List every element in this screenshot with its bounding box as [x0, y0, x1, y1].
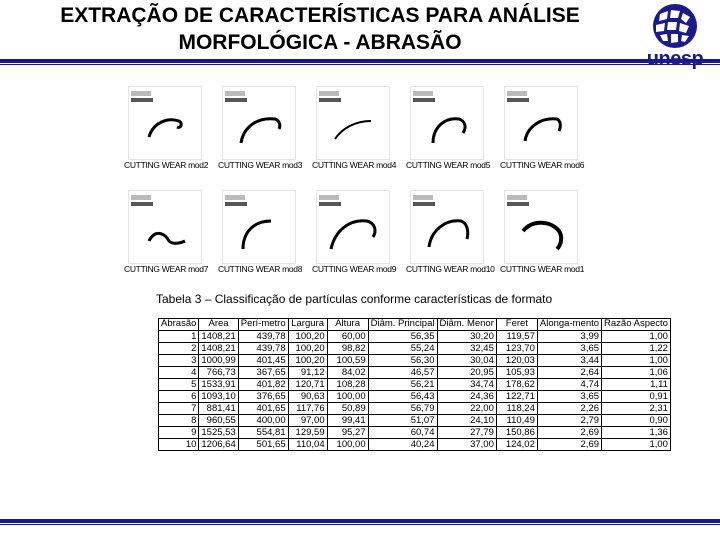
particle-image [410, 86, 484, 160]
table-cell: 439,78 [238, 331, 288, 343]
column-header: Feret [496, 319, 537, 331]
table-cell: 51,07 [368, 415, 437, 427]
particle-image [504, 190, 578, 264]
table-cell: 4 [159, 367, 199, 379]
table-cell: 1,22 [602, 343, 671, 355]
table-cell: 1525,53 [199, 427, 238, 439]
table-cell: 100,20 [288, 343, 327, 355]
table-cell: 1,11 [602, 379, 671, 391]
table-cell: 46,57 [368, 367, 437, 379]
table-cell: 1,00 [602, 331, 671, 343]
particle-image [128, 86, 202, 160]
table-cell: 439,78 [238, 343, 288, 355]
thumbnail-card [406, 86, 498, 182]
thumbnail-caption: CUTTING WEAR mod4 [312, 160, 397, 170]
table-cell: 99,41 [327, 415, 368, 427]
column-header: Diâm. Menor [437, 319, 496, 331]
table-header-row [159, 319, 671, 331]
particle-image [316, 86, 390, 160]
table-cell: 1,00 [602, 439, 671, 451]
table-cell: 100,59 [327, 355, 368, 367]
particle-shape [411, 87, 483, 159]
table-cell: 376,65 [238, 391, 288, 403]
particle-shape [317, 191, 389, 263]
particle-shape [129, 87, 201, 159]
table-cell: 2,26 [537, 403, 601, 415]
particle-shape [505, 191, 577, 263]
table-cell: 1408,21 [199, 343, 238, 355]
table-cell: 1408,21 [199, 331, 238, 343]
table-cell: 95,27 [327, 427, 368, 439]
table-cell: 2 [159, 343, 199, 355]
table-cell: 3,99 [537, 331, 601, 343]
particle-shape [505, 87, 577, 159]
slide-title [10, 2, 630, 56]
table-row [159, 367, 671, 379]
thumbnail-caption: CUTTING WEAR mod5 [406, 160, 491, 170]
table-cell: 1,36 [602, 427, 671, 439]
table-cell: 129,59 [288, 427, 327, 439]
table-cell: 1,06 [602, 367, 671, 379]
table-cell: 100,00 [327, 439, 368, 451]
table-cell: 118,24 [496, 403, 537, 415]
column-header: Largura [288, 319, 327, 331]
table-cell: 2,31 [602, 403, 671, 415]
table-cell: 100,20 [288, 355, 327, 367]
thumbnail-caption: CUTTING WEAR mod2 [124, 160, 209, 170]
table-cell: 91,12 [288, 367, 327, 379]
column-header: Perí-metro [238, 319, 288, 331]
thumbnail-caption: CUTTING WEAR mod3 [218, 160, 303, 170]
table-cell: 24,36 [437, 391, 496, 403]
table-cell: 24,10 [437, 415, 496, 427]
table-cell: 55,24 [368, 343, 437, 355]
thumbnail-card [218, 190, 310, 286]
particle-shape [411, 191, 483, 263]
table-cell: 34,74 [437, 379, 496, 391]
table-cell: 40,24 [368, 439, 437, 451]
table-cell: 1206,64 [199, 439, 238, 451]
table-cell: 400,00 [238, 415, 288, 427]
table-cell: 1 [159, 331, 199, 343]
table-cell: 10 [159, 439, 199, 451]
table-cell: 401,45 [238, 355, 288, 367]
table-cell: 108,28 [327, 379, 368, 391]
table-cell: 124,02 [496, 439, 537, 451]
table-row [159, 343, 671, 355]
thumbnail-grid [124, 86, 586, 282]
table-cell: 50,89 [327, 403, 368, 415]
column-header: Abrasão [159, 319, 199, 331]
thumbnail-card [218, 86, 310, 182]
title-line-1: EXTRAÇÃO DE CARACTERÍSTICAS PARA ANÁLISE [60, 4, 580, 27]
table-cell: 56,79 [368, 403, 437, 415]
table-cell: 56,35 [368, 331, 437, 343]
thumbnail-card [124, 86, 216, 182]
table-cell: 120,03 [496, 355, 537, 367]
thumbnail-caption: CUTTING WEAR mod6 [500, 160, 585, 170]
table-cell: 2,69 [537, 427, 601, 439]
table-cell: 367,65 [238, 367, 288, 379]
table-cell: 84,02 [327, 367, 368, 379]
table-cell: 122,71 [496, 391, 537, 403]
bottom-divider [0, 519, 720, 523]
thumbnail-caption: CUTTING WEAR mod9 [312, 264, 397, 274]
table-cell: 30,04 [437, 355, 496, 367]
table-cell: 119,57 [496, 331, 537, 343]
thumbnail-card [124, 190, 216, 286]
table-row [159, 403, 671, 415]
column-header: Alonga-mento [537, 319, 601, 331]
table-row [159, 331, 671, 343]
table-cell: 8 [159, 415, 199, 427]
table-cell: 401,65 [238, 403, 288, 415]
table-cell: 97,00 [288, 415, 327, 427]
table-cell: 110,04 [288, 439, 327, 451]
table-cell: 501,65 [238, 439, 288, 451]
top-divider-thin [0, 64, 720, 65]
table-cell: 3 [159, 355, 199, 367]
table-cell: 27,79 [437, 427, 496, 439]
table-cell: 60,00 [327, 331, 368, 343]
table-cell: 32,45 [437, 343, 496, 355]
table-cell: 2,64 [537, 367, 601, 379]
particle-shape [223, 87, 295, 159]
table-cell: 56,21 [368, 379, 437, 391]
column-header: Razão Aspecto [602, 319, 671, 331]
table-cell: 1,00 [602, 355, 671, 367]
table-cell: 3,65 [537, 391, 601, 403]
table-row [159, 439, 671, 451]
table-row [159, 427, 671, 439]
table-cell: 90,63 [288, 391, 327, 403]
thumbnail-card [500, 86, 592, 182]
table-cell: 20,95 [437, 367, 496, 379]
table-cell: 100,20 [288, 331, 327, 343]
table-cell: 7 [159, 403, 199, 415]
table-cell: 1000,99 [199, 355, 238, 367]
thumbnail-caption: CUTTING WEAR mod7 [124, 264, 209, 274]
table-cell: 110,49 [496, 415, 537, 427]
table-cell: 766,73 [199, 367, 238, 379]
globe-icon [640, 2, 710, 52]
table-caption: Tabela 3 – Classificação de partículas conforme características de formato [156, 292, 553, 306]
thumbnail-caption: CUTTING WEAR mod1 [500, 264, 585, 274]
table-cell: 100,00 [327, 391, 368, 403]
table-cell: 105,93 [496, 367, 537, 379]
table-cell: 1093,10 [199, 391, 238, 403]
particle-image [410, 190, 484, 264]
table-cell: 3,44 [537, 355, 601, 367]
table-cell: 60,74 [368, 427, 437, 439]
top-divider [0, 59, 720, 63]
table-cell: 1533,91 [199, 379, 238, 391]
thumbnail-card [406, 190, 498, 286]
table-cell: 0,91 [602, 391, 671, 403]
particle-image [222, 190, 296, 264]
table-body [159, 331, 671, 451]
characteristics-table [158, 318, 671, 451]
table-cell: 123,70 [496, 343, 537, 355]
particle-image [128, 190, 202, 264]
table-cell: 3,65 [537, 343, 601, 355]
table-cell: 2,69 [537, 439, 601, 451]
table-cell: 6 [159, 391, 199, 403]
table-cell: 5 [159, 379, 199, 391]
table-cell: 9 [159, 427, 199, 439]
table-cell: 120,71 [288, 379, 327, 391]
particle-image [222, 86, 296, 160]
table-cell: 150,86 [496, 427, 537, 439]
table-cell: 37,00 [437, 439, 496, 451]
table-cell: 56,43 [368, 391, 437, 403]
particle-shape [317, 87, 389, 159]
particle-image [316, 190, 390, 264]
thumbnail-card [312, 86, 404, 182]
table-cell: 0,90 [602, 415, 671, 427]
table-cell: 881,41 [199, 403, 238, 415]
table-cell: 22,00 [437, 403, 496, 415]
table-cell: 56,30 [368, 355, 437, 367]
table-cell: 2,79 [537, 415, 601, 427]
column-header: Altura [327, 319, 368, 331]
particle-image [504, 86, 578, 160]
table-cell: 554,81 [238, 427, 288, 439]
table-row [159, 379, 671, 391]
table-cell: 401,82 [238, 379, 288, 391]
table-row [159, 415, 671, 427]
table-cell: 960,55 [199, 415, 238, 427]
table-row [159, 391, 671, 403]
particle-shape [223, 191, 295, 263]
title-line-2: MORFOLÓGICA - ABRASÃO [178, 31, 462, 54]
thumbnail-card [500, 190, 592, 286]
table-cell: 117,76 [288, 403, 327, 415]
thumbnail-caption: CUTTING WEAR mod8 [218, 264, 303, 274]
column-header: Diâm. Principal [368, 319, 437, 331]
table-cell: 98,82 [327, 343, 368, 355]
table-row [159, 355, 671, 367]
thumbnail-card [312, 190, 404, 286]
table-cell: 178,62 [496, 379, 537, 391]
thumbnail-caption: CUTTING WEAR mod10 [406, 264, 495, 274]
bottom-divider-thin [0, 524, 720, 525]
table-cell: 4,74 [537, 379, 601, 391]
table-cell: 30,20 [437, 331, 496, 343]
column-header: Área [199, 319, 238, 331]
particle-shape [129, 191, 201, 263]
